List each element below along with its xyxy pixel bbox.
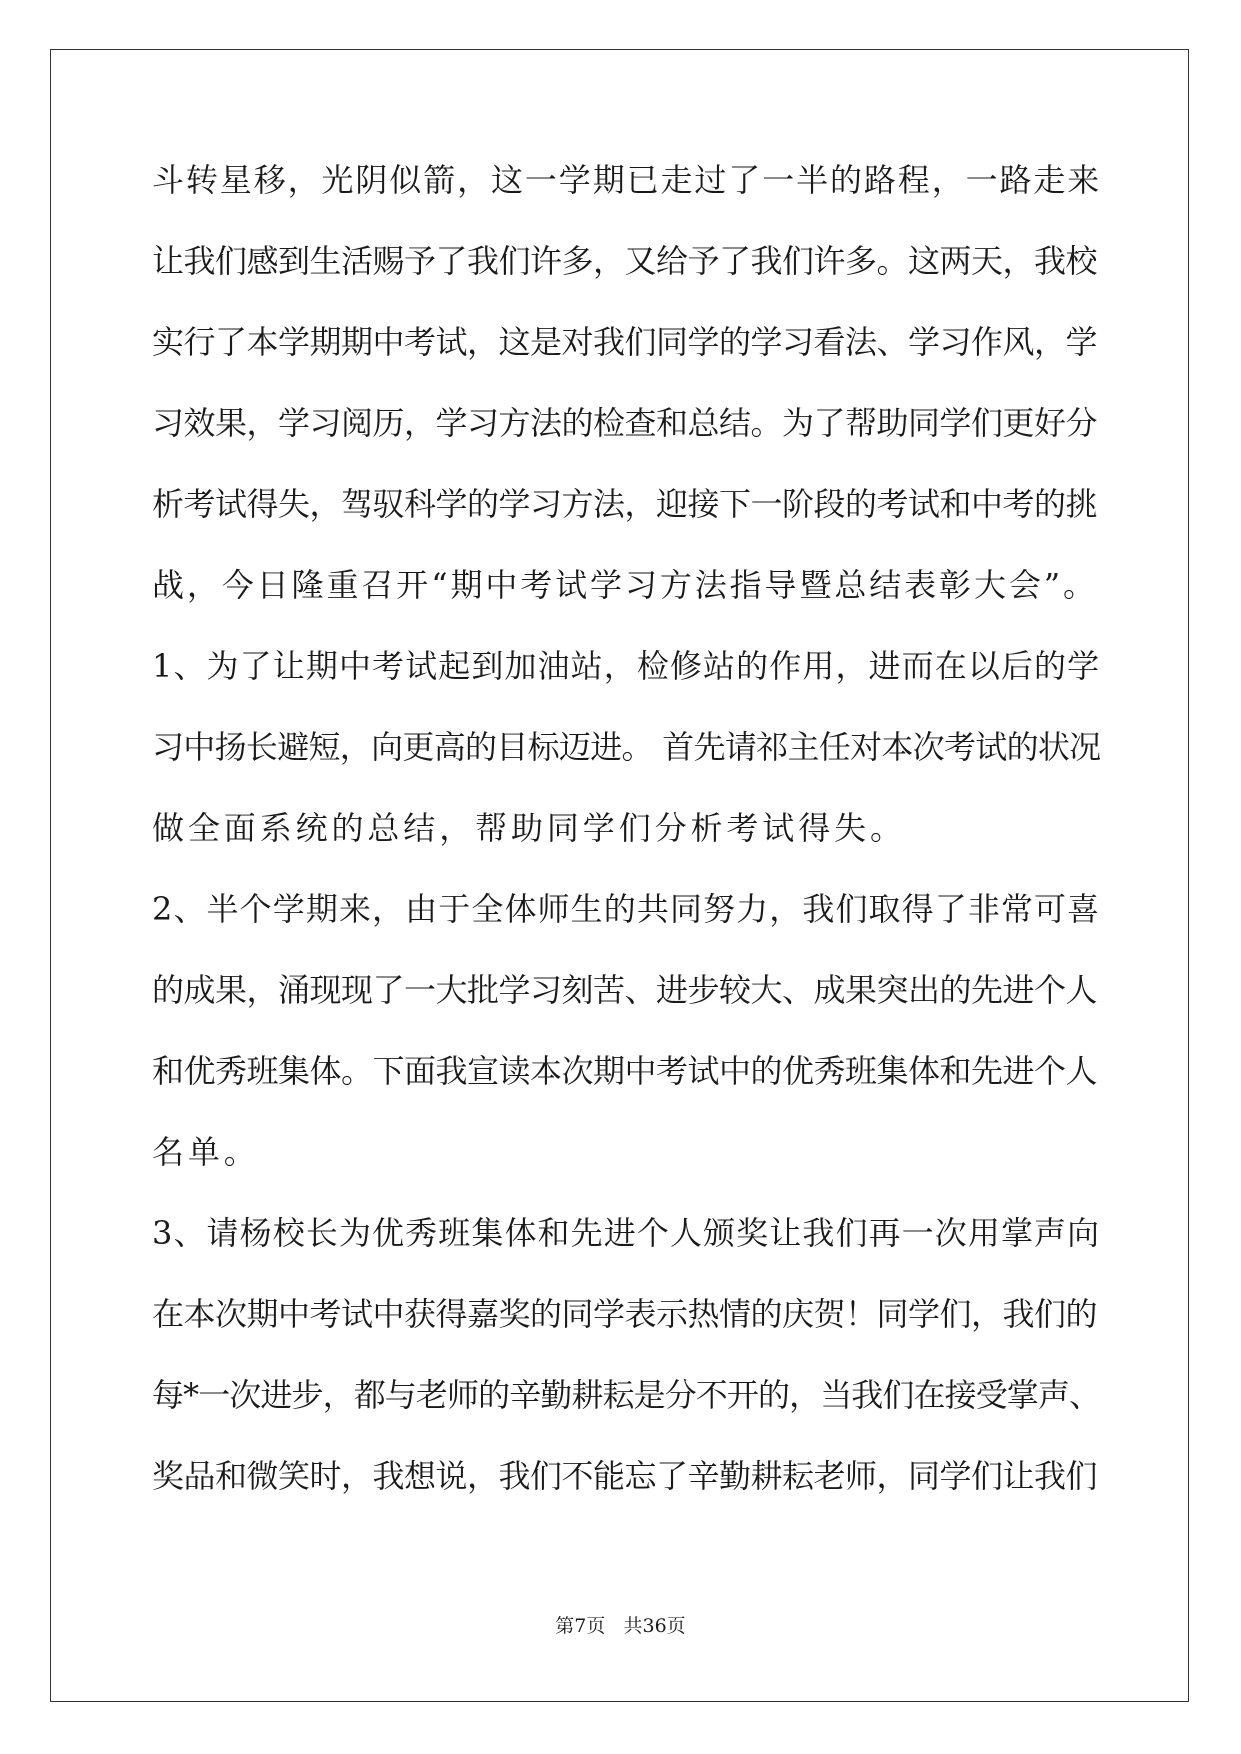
text-line: 的成果，涌现现了一大批学习刻苦、进步较大、成果突出的先进个人: [152, 971, 1098, 1009]
text-line: 析考试得失，驾驭科学的学习方法，迎接下一阶段的考试和中考的挑: [152, 485, 1098, 523]
text-line: 习效果，学习阅历，学习方法的检查和总结。为了帮助同学们更好分: [152, 404, 1098, 442]
text-line: 奖品和微笑时，我想说，我们不能忘了辛勤耕耘老师，同学们让我们: [152, 1457, 1098, 1495]
text-line: 名单。: [152, 1133, 260, 1171]
text-line: 1、为了让期中考试起到加油站，检修站的作用，进而在以后的学: [152, 647, 1101, 685]
text-line: 每*一次进步，都与老师的辛勤耕耘是分不开的，当我们在接受掌声、: [152, 1376, 1101, 1414]
page-border: [50, 49, 1189, 1702]
text-line: 2、半个学期来，由于全体师生的共同努力，我们取得了非常可喜: [152, 890, 1101, 928]
text-line: 战，今日隆重召开“期中考试学习方法指导暨总结表彰大会”。: [152, 566, 1098, 604]
page-number: 第7页 共36页: [555, 1615, 686, 1637]
text-line: 3、请杨校长为优秀班集体和先进个人颁奖让我们再一次用掌声向: [152, 1214, 1101, 1252]
text-line: 实行了本学期期中考试，这是对我们同学的学习看法、学习作风，学: [152, 323, 1098, 361]
text-line: 斗转星移，光阴似箭，这一学期已走过了一半的路程，一路走来: [152, 161, 1102, 199]
text-line: 做全面系统的总结，帮助同学们分析考试得失。: [152, 809, 906, 847]
text-line: 让我们感到生活赐予了我们许多，又给予了我们许多。这两天，我校: [152, 242, 1098, 280]
text-line: 在本次期中考试中获得嘉奖的同学表示热情的庆贺！同学们，我们的: [152, 1295, 1098, 1333]
text-line: 和优秀班集体。下面我宣读本次期中考试中的优秀班集体和先进个人: [152, 1052, 1098, 1090]
text-line: 习中扬长避短，向更高的目标迈进。 首先请祁主任对本次考试的状况: [152, 728, 1101, 766]
